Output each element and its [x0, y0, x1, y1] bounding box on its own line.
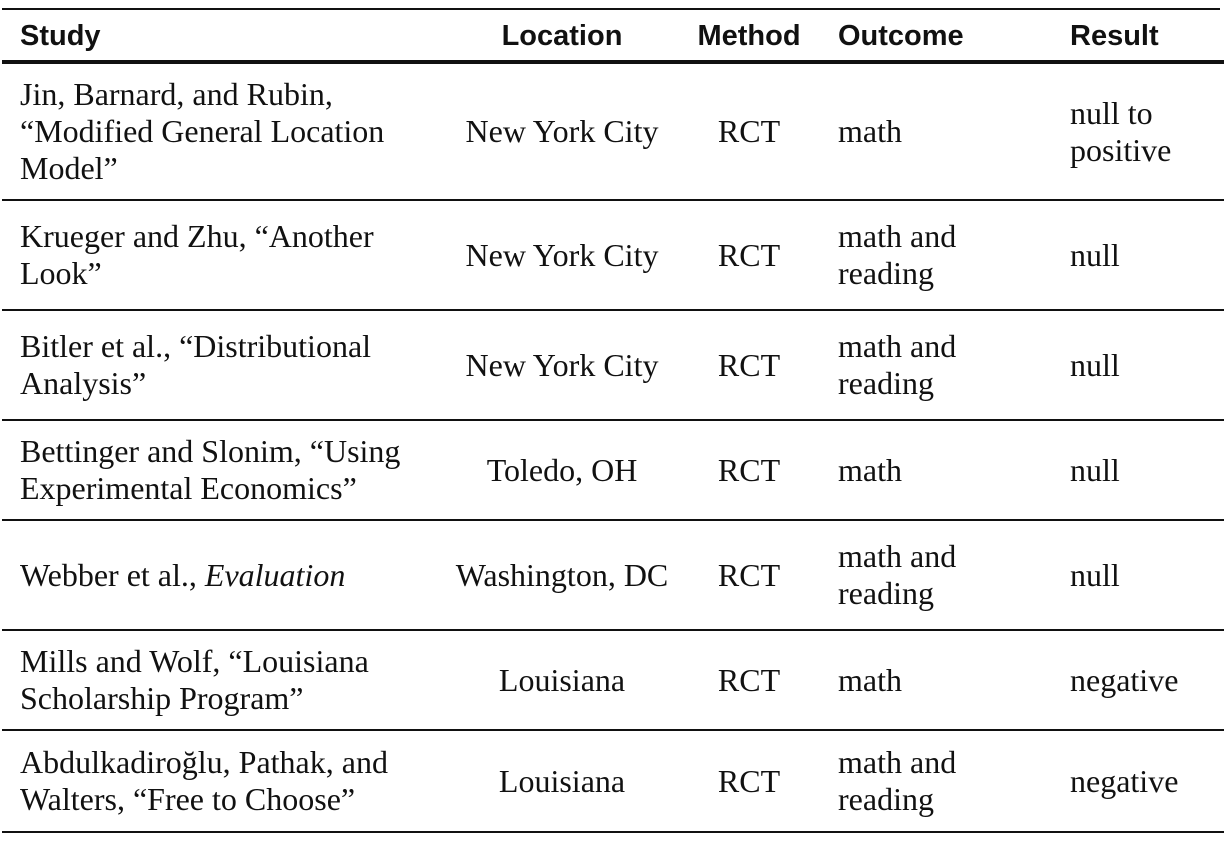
cell-location: New York City	[448, 200, 676, 310]
table-header	[2, 0, 1224, 62]
cell-study	[2, 630, 448, 730]
cell-outcome: math	[822, 630, 1042, 730]
study-text: Jin, Barnard, and Rubin, “Modified General Location Model”	[20, 76, 385, 186]
cell-location: New York City	[448, 62, 676, 200]
table-row	[2, 730, 1224, 832]
header-result: Result	[1042, 0, 1224, 62]
table-row	[2, 420, 1224, 520]
cell-outcome: math and reading	[822, 520, 1042, 630]
cell-result: null to positive	[1042, 62, 1224, 200]
table-row	[2, 310, 1224, 420]
cell-method: RCT	[676, 730, 822, 832]
header-method: Method	[676, 0, 822, 62]
cell-location: Washington, DC	[448, 520, 676, 630]
study-italic-text: Evaluation	[204, 556, 346, 593]
cell-result: null	[1042, 310, 1224, 420]
table-row	[2, 630, 1224, 730]
cell-location: New York City	[448, 310, 676, 420]
header-row	[2, 0, 1224, 62]
cell-location: Louisiana	[448, 630, 676, 730]
cell-method: RCT	[676, 520, 822, 630]
cell-method: RCT	[676, 420, 822, 520]
cell-method: RCT	[676, 630, 822, 730]
cell-study	[2, 730, 448, 832]
cell-result: negative	[1042, 730, 1224, 832]
cell-method: RCT	[676, 310, 822, 420]
study-text: Bitler et al., “Distributional Analysis”	[20, 328, 372, 401]
cell-study	[2, 310, 448, 420]
cell-outcome: math and reading	[822, 310, 1042, 420]
cell-location: Toledo, OH	[448, 420, 676, 520]
cell-study	[2, 200, 448, 310]
table-row	[2, 520, 1224, 630]
cell-result: null	[1042, 420, 1224, 520]
table-row	[2, 200, 1224, 310]
studies-table	[2, 0, 1224, 833]
cell-location: Louisiana	[448, 730, 676, 832]
cell-outcome: math	[822, 62, 1042, 200]
cell-outcome: math and reading	[822, 200, 1042, 310]
header-study: Study	[2, 0, 448, 62]
cell-method: RCT	[676, 62, 822, 200]
cell-study	[2, 520, 448, 630]
study-text: Webber et al.,	[20, 556, 205, 593]
header-location: Location	[448, 0, 676, 62]
header-outcome: Outcome	[822, 0, 1042, 62]
cell-study	[2, 62, 448, 200]
cell-study	[2, 420, 448, 520]
cell-result: null	[1042, 520, 1224, 630]
cell-outcome: math	[822, 420, 1042, 520]
study-text: Krueger and Zhu, “Another Look”	[20, 218, 374, 291]
cell-outcome: math and reading	[822, 730, 1042, 832]
cell-result: null	[1042, 200, 1224, 310]
cell-method: RCT	[676, 200, 822, 310]
study-text: Mills and Wolf, “Louisiana Scholarship Program”	[20, 643, 369, 716]
table-row	[2, 62, 1224, 200]
cell-result: negative	[1042, 630, 1224, 730]
study-text: Abdulkadiroğlu, Pathak, and Walters, “Free to Choose”	[20, 744, 388, 817]
study-text: Bettinger and Slonim, “Using Experimental Economics”	[20, 433, 401, 506]
table-body	[2, 62, 1224, 832]
